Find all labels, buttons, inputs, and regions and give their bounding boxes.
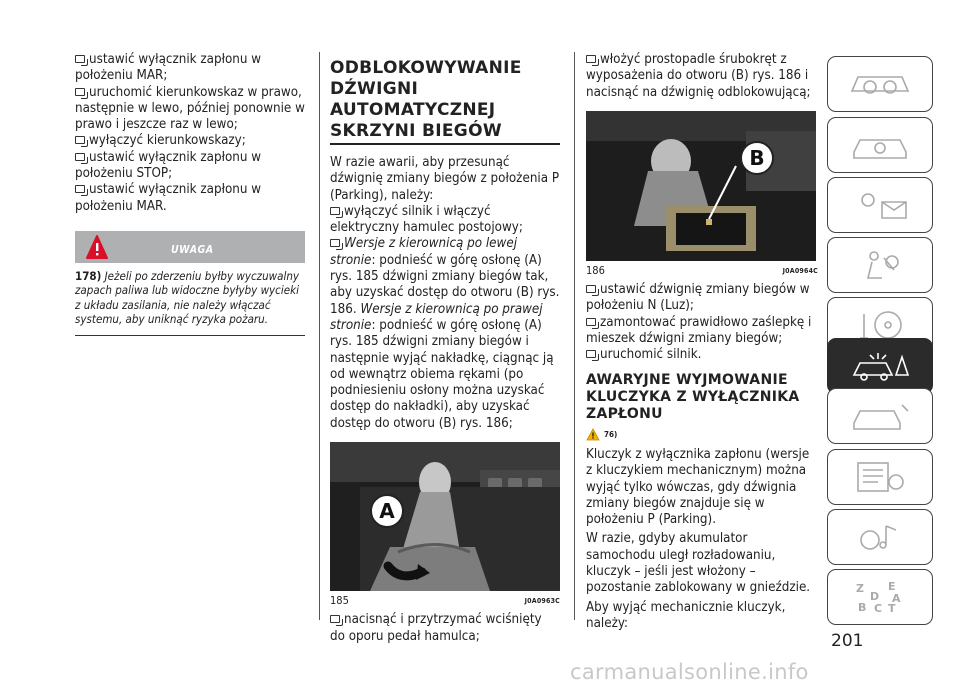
checkbox-bullet-icon (75, 88, 85, 96)
checkbox-bullet-icon (75, 136, 85, 144)
car-service-icon (848, 399, 912, 433)
paragraph: Aby wyjąć mechanicznie kluczyk, należy: (586, 599, 786, 631)
warning-title: UWAGA (171, 243, 214, 256)
airbag-seat-icon (848, 248, 912, 282)
checkbox-bullet-icon (586, 318, 596, 326)
warning-text: Jeżeli po zderzeniu byłby wyczuwalny zapach paliwa lub widoczne byłyby wycieki z układu zasilania, nie należy włączać systemu, aby uniknąć ryzyka pożaru. (75, 268, 300, 327)
gear-lever-photo-illustration (330, 442, 560, 591)
figure-number: 186 (586, 263, 605, 277)
intro-paragraph: W razie awarii, aby przesunąć dźwignię zmiany biegów z położenia P (Parking), należy: (330, 155, 560, 203)
warning-triangle-icon (86, 235, 108, 260)
list-item: ustawić wyłącznik zapłonu w położeniu MAR. (75, 182, 262, 214)
list-item: uruchomić kierunkowskaz w prawo, następnie w lewo, później ponownie w prawo i jeszcze raz w lewo; (75, 84, 305, 133)
page-number: 201 (831, 631, 864, 651)
list-item: uruchomić silnik. (586, 347, 818, 363)
column-1 (75, 52, 305, 336)
chapter-tab-safety[interactable] (827, 237, 933, 293)
list-item: włożyć prostopadle śrubokręt z wyposażenia do otworu (B) rys. 186 i nacisnąć na dźwignię odblokowującą; (586, 52, 811, 100)
paragraph: W razie, gdyby akumulator samochodu uległ rozładowaniu, kluczyk – jeśli jest włożony – pozostanie zablokowany w gnieździe. (586, 531, 811, 596)
car-info-icon (848, 128, 912, 162)
list-item: nacisnąć i przytrzymać wciśnięty do oporu pedał hamulca; (330, 612, 542, 644)
list-item: zamontować prawidłowo zaślepkę i mieszek dźwigni zmiany biegów; (586, 314, 812, 347)
checkbox-bullet-icon (586, 350, 596, 358)
chapter-tab-technical[interactable] (827, 449, 933, 505)
checkbox-bullet-icon (330, 207, 340, 215)
svg-text:E: E (888, 580, 896, 593)
warning-box (75, 231, 305, 336)
steering-wheel-icon (848, 308, 912, 342)
paragraph: Kluczyk z wyłącznika zapłonu (wersje z kluczykiem mechanicznym) można wyjąć tylko wówczas, gdy dźwignia zmiany biegów znajduje się w położeniu P (Parking). (586, 446, 810, 528)
chapter-tab-multimedia[interactable] (827, 509, 933, 565)
figure-number: 185 (330, 594, 349, 608)
checkbox-bullet-icon (75, 153, 85, 161)
svg-text:Z: Z (856, 582, 864, 595)
car-dashboard-icon (848, 67, 912, 101)
section-heading: ODBLOKOWYWANIE DŹWIGNI AUTOMATYCZNEJ SKRZYNI BIEGÓW (330, 58, 522, 141)
list-item: wyłączyć silnik i włączyć elektryczny hamulec postojowy; (330, 203, 523, 236)
warning-number: 178) (75, 268, 102, 283)
checkbox-bullet-icon (330, 615, 340, 623)
figure-caption (586, 263, 818, 279)
list-item: ustawić wyłącznik zapłonu w położeniu MAR; (75, 52, 262, 84)
svg-text:B: B (858, 601, 867, 614)
emergency-car-icon (848, 349, 912, 383)
warning-body (75, 263, 305, 336)
watermark: carmanualsonline.info (570, 660, 809, 684)
figure-caption (330, 593, 560, 609)
checkbox-bullet-icon (330, 239, 340, 247)
chapter-tab-emergency[interactable] (827, 338, 933, 394)
index-letters-icon (848, 580, 912, 614)
checkbox-bullet-icon (586, 285, 596, 293)
list-item: ustawić wyłącznik zapłonu w położeniu STOP; (75, 149, 262, 182)
warning-triangle-icon (586, 428, 600, 441)
checkbox-bullet-icon (75, 185, 85, 193)
figure-186-photo (586, 111, 816, 261)
svg-text:A: A (892, 592, 901, 605)
gear-lever-opening-photo-illustration (586, 111, 816, 261)
svg-text:T: T (888, 602, 896, 614)
figure-185-photo (330, 442, 560, 591)
warning-header (75, 231, 305, 263)
chapter-tab-vehicle[interactable] (827, 117, 933, 173)
column-3 (586, 52, 818, 632)
column-separator-2 (574, 52, 575, 620)
column-separator-1 (319, 52, 320, 620)
warning-reference: 76) (586, 427, 818, 443)
technical-data-icon (848, 460, 912, 494)
svg-text:C: C (874, 602, 883, 614)
checkbox-bullet-icon (75, 55, 85, 63)
chapter-tab-lights[interactable] (827, 177, 933, 233)
figure-code: J0A0963C (524, 597, 560, 606)
list-item: wyłączyć kierunkowskazy; (75, 133, 305, 149)
svg-text:D: D (870, 590, 880, 603)
lights-and-mail-icon (848, 188, 912, 222)
figure-code: J0A0964C (782, 266, 818, 275)
section-heading: AWARYJNE WYJMOWANIE KLUCZYKA Z WYŁĄCZNIKA ZAPŁONU (586, 371, 800, 422)
multimedia-icon (848, 520, 912, 554)
callout-label-b: B (740, 141, 774, 175)
callout-label-a: A (370, 494, 404, 528)
chapter-tab-dashboard[interactable] (827, 56, 933, 112)
chapter-tab-maintenance[interactable] (827, 388, 933, 444)
column-2 (330, 58, 560, 645)
list-item: ustawić dźwignię zmiany biegów w położeniu N (Luz); (586, 282, 810, 314)
list-item: Wersje z kierownicą po lewej stronie: podnieść w górę osłonę (A) rys. 185 dźwigni zmiany biegów tak, aby uzyskać dostęp do otworu (B) rys. 186. Wersje z kierownicą po prawej stronie: podnieść w górę osłonę (A) rys. 185 dźwigni zmiany biegów i następnie wyjąć nakładkę, ciągnąc ją od wewnątrz obiema rękami (po podniesieniu osłony można uzyskać dostęp do nakładki), aby uzyskać dostęp do otworu (B) rys. 186; (330, 236, 560, 431)
chapter-tab-index[interactable] (827, 569, 933, 625)
checkbox-bullet-icon (586, 55, 596, 63)
